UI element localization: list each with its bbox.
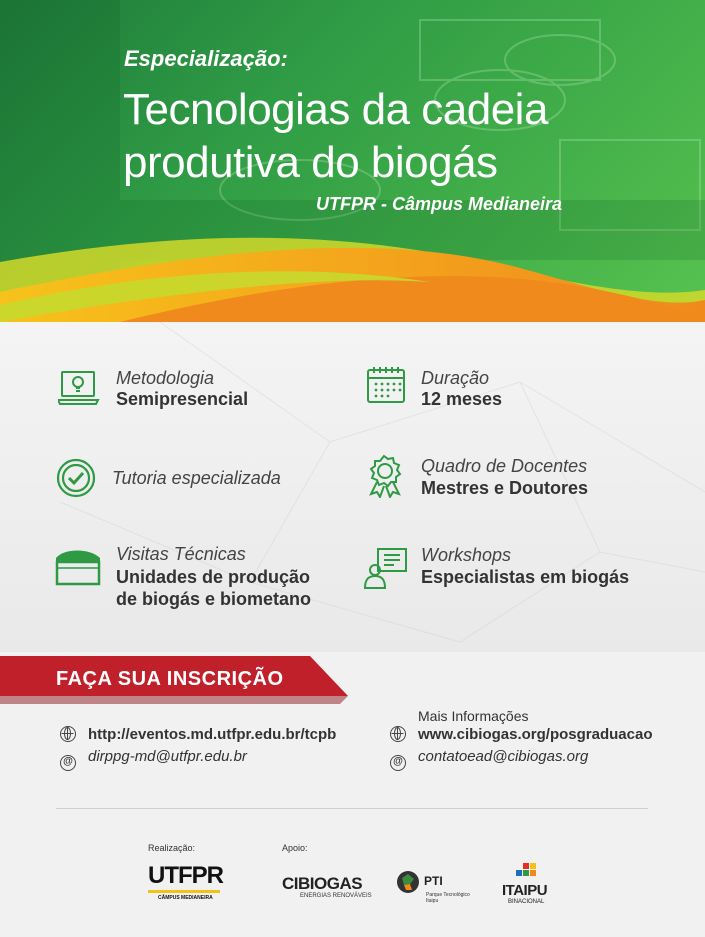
feature-value-line1: Unidades de produção	[116, 567, 311, 587]
pti-logo	[396, 868, 482, 908]
at-icon: @	[390, 755, 406, 771]
hero-title-line2: produtiva do biogás	[123, 138, 498, 187]
apoio-label: Apoio:	[282, 843, 308, 853]
hero-campus: UTFPR - Câmpus Medianeira	[316, 194, 563, 214]
utfpr-logo	[148, 862, 222, 906]
more-info-label: Mais Informações	[418, 708, 529, 724]
cibiogas-logo	[282, 874, 372, 904]
cibiogas-logo-text: CIBIOGAS	[282, 874, 363, 893]
globe-icon	[390, 726, 406, 742]
award-ribbon-icon	[366, 454, 410, 498]
contact-url-text[interactable]: http://eventos.md.utfpr.edu.br/tcpb	[88, 726, 337, 743]
feature-label: Duração	[421, 368, 490, 388]
itaipu-emblem-icon	[509, 862, 549, 882]
biodigester-icon	[54, 546, 102, 590]
contact-url2[interactable]	[390, 726, 653, 743]
feature-label: Tutoria especializada	[112, 468, 281, 488]
pti-logo-sub2: Itaipu	[426, 898, 439, 904]
itaipu-logo-sub: BINACIONAL	[508, 899, 545, 905]
feature-label: Metodologia	[116, 368, 215, 388]
itaipu-logo-text: ITAIPU	[502, 882, 548, 899]
realizacao-label: Realização:	[148, 843, 196, 853]
contact-url2-text[interactable]: www.cibiogas.org/posgraduacao	[418, 726, 653, 743]
pti-logo-text: PTI	[424, 874, 443, 888]
contact-email[interactable]	[60, 748, 247, 771]
pti-emblem-icon	[396, 870, 420, 894]
globe-icon	[60, 726, 76, 742]
divider	[56, 808, 648, 809]
feature-label: Workshops	[421, 545, 512, 565]
itaipu-logo	[500, 862, 558, 910]
contact-email-text[interactable]: dirppg-md@utfpr.edu.br	[88, 748, 247, 765]
utfpr-logo-text: UTFPR	[148, 862, 223, 889]
feature-label: Quadro de Docentes	[421, 456, 588, 476]
lightbulb-laptop-icon	[58, 366, 102, 410]
feature-value: Mestres e Doutores	[421, 478, 589, 498]
contact-url[interactable]	[60, 726, 336, 743]
feature-value: Especialistas em biogás	[421, 567, 630, 587]
feature-value: Semipresencial	[116, 389, 249, 409]
cibiogas-logo-sub: ENERGIAS RENOVÁVEIS	[300, 893, 372, 899]
hero-banner	[0, 0, 705, 322]
calendar-icon	[366, 366, 410, 410]
pti-logo-sub1: Parque Tecnológico	[426, 892, 470, 898]
utfpr-logo-sub: CÂMPUS MEDIANEIRA	[158, 895, 213, 901]
at-icon: @	[60, 755, 76, 771]
features-section	[0, 322, 705, 652]
hero-kicker: Especialização:	[124, 46, 288, 71]
signup-label[interactable]: FAÇA SUA INSCRIÇÃO	[56, 668, 284, 690]
presenter-icon	[364, 546, 408, 590]
feature-label: Visitas Técnicas	[116, 544, 246, 564]
contact-email2-text[interactable]: contatoead@cibiogas.org	[418, 748, 589, 765]
network-lines-decoration	[0, 322, 705, 652]
check-circle-icon	[56, 458, 100, 502]
feature-value: 12 meses	[421, 389, 503, 409]
contact-email2[interactable]	[390, 748, 588, 771]
feature-value-line2: de biogás e biometano	[116, 589, 312, 609]
hero-title-line1: Tecnologias da cadeia	[123, 85, 548, 134]
